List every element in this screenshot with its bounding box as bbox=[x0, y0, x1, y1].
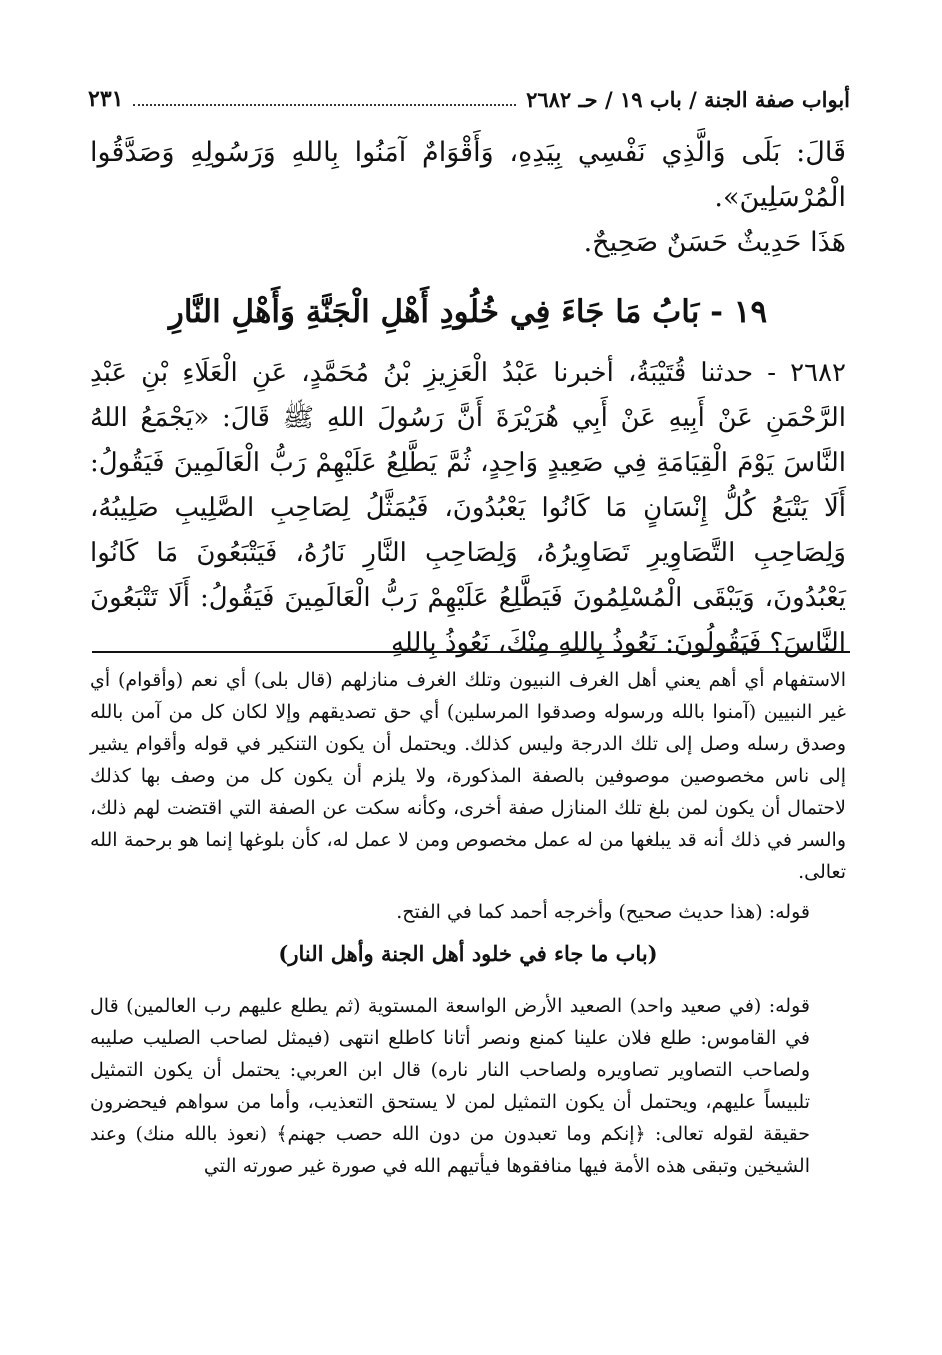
footnote-divider bbox=[92, 651, 850, 653]
commentary-paragraph-3: قوله: (في صعيد واحد) الصعيد الأرض الواسعة المستوية (ثم يطلع عليهم رب العالمين) قال في القاموس: طلع فلان علينا كمنع ونصر أتانا كاطلع انتهى (فيمثل لصاحب الصليب صليبه ولصاحب التصاوير تصاويره ولصاحب النار ناره) قال ابن العربي: يحتمل أن يكون التمثيل تلبيساً عليهم، ويحتمل أن يكون التمثيل لمن لا يستحق التعذيب، وأما من سواهم فيحضرون حقيقة لقوله تعالى: ﴿إنكم وما تعبدون من دون الله حصب جهنم﴾ (نعوذ بالله منك) وعند الشيخين وتبقى هذه الأمة فيها منافقوها فيأتيهم الله في صورة غير صورته التي bbox=[90, 995, 810, 1177]
commentary-paragraph-1: الاستفهام أي أهم يعني أهل الغرف النبيون وتلك الغرف منازلهم (قال بلى) أي نعم (وأقوام) أي غير النبيين (آمنوا بالله ورسوله وصدقوا المرسلين) أي حق تصديقهم وإلا لكان كل من آمن بالله وصدق رسله وصل إلى تلك الدرجة وليس كذلك. ويحتمل أن يكون التنكير في قوله وأقوام يشير إلى ناس مخصوصين موصوفين بالصفة المذكورة، ولا يلزم أن يكون كل من وصف بها كذلك لاحتمال أن يكون لمن بلغ تلك المنازل صفة أخرى، وكأنه سكت عن الصفة التي اقتضت لهم ذلك، والسر في ذلك أنه قد يبلغها من له عمل مخصوص ومن لا عمل له، كأن بلوغها إنما هو برحمة الله تعالى. bbox=[90, 669, 846, 883]
header-dot-leader bbox=[133, 92, 516, 106]
commentary-section bbox=[90, 664, 846, 1182]
paragraph-gap bbox=[90, 888, 846, 896]
hadith-text: ٢٦٨٢ - حدثنا قُتَيْبَةُ، أخبرنا عَبْدُ الْعَزِيزِ بْنُ مُحَمَّدٍ، عَنِ الْعَلَاءِ بْنِ عَبْدِ الرَّحْمَنِ عَنْ أَبِيهِ عَنْ أَبِي هُرَيْرَةَ أَنَّ رَسُولَ اللهِ ﷺ قَالَ: «يَجْمَعُ اللهُ النَّاسَ يَوْمَ الْقِيَامَةِ فِي صَعِيدٍ وَاحِدٍ، ثُمَّ يَطَّلِعُ عَلَيْهِمْ رَبُّ الْعَالَمِينَ فَيَقُولُ: أَلَا يَتْبَعُ كُلُّ إِنْسَانٍ مَا كَانُوا يَعْبُدُونَ، فَيُمَثَّلُ لِصَاحِبِ الصَّلِيبِ صَلِيبُهُ، وَلِصَاحِبِ التَّصَاوِيرِ تَصَاوِيرُهُ، وَلِصَاحِبِ النَّارِ نَارُهُ، فَيَتْبَعُونَ مَا كَانُوا يَعْبُدُونَ، وَيَبْقَى الْمُسْلِمُونَ فَيَطَّلِعُ عَلَيْهِمْ رَبُّ الْعَالَمِينَ فَيَقُولُ: أَلَا تَتْبَعُونَ النَّاسَ؟ فَيَقُولُونَ: نَعُوذُ بِاللهِ مِنْكَ، نَعُوذُ بِاللهِ bbox=[90, 358, 846, 658]
running-header bbox=[88, 82, 850, 116]
main-text bbox=[90, 130, 846, 666]
page-number: ٢٣١ bbox=[88, 86, 124, 112]
running-title: أبواب صفة الجنة / باب ١٩ / حـ ٢٦٨٢ bbox=[526, 86, 850, 112]
chapter-title: ١٩ - بَابُ مَا جَاءَ فِي خُلُودِ أَهْلِ الْجَنَّةِ وَأَهْلِ النَّارِ bbox=[168, 294, 768, 330]
commentary-paragraph-2: قوله: (هذا حديث صحيح) وأخرجه أحمد كما في الفتح. bbox=[396, 901, 810, 923]
commentary-chapter-title: (باب ما جاء في خلود أهل الجنة وأهل النار) bbox=[278, 941, 658, 966]
hadith-ending-line: قَالَ: بَلَى وَالَّذِي نَفْسِي بِيَدِهِ، وَأَقْوَامٌ آمَنُوا بِاللهِ وَرَسُولِهِ وَصَدَّقُوا الْمُرْسَلِينَ». bbox=[90, 137, 846, 213]
grading-line: هَذَا حَدِيثٌ حَسَنٌ صَحِيحٌ. bbox=[583, 227, 846, 258]
